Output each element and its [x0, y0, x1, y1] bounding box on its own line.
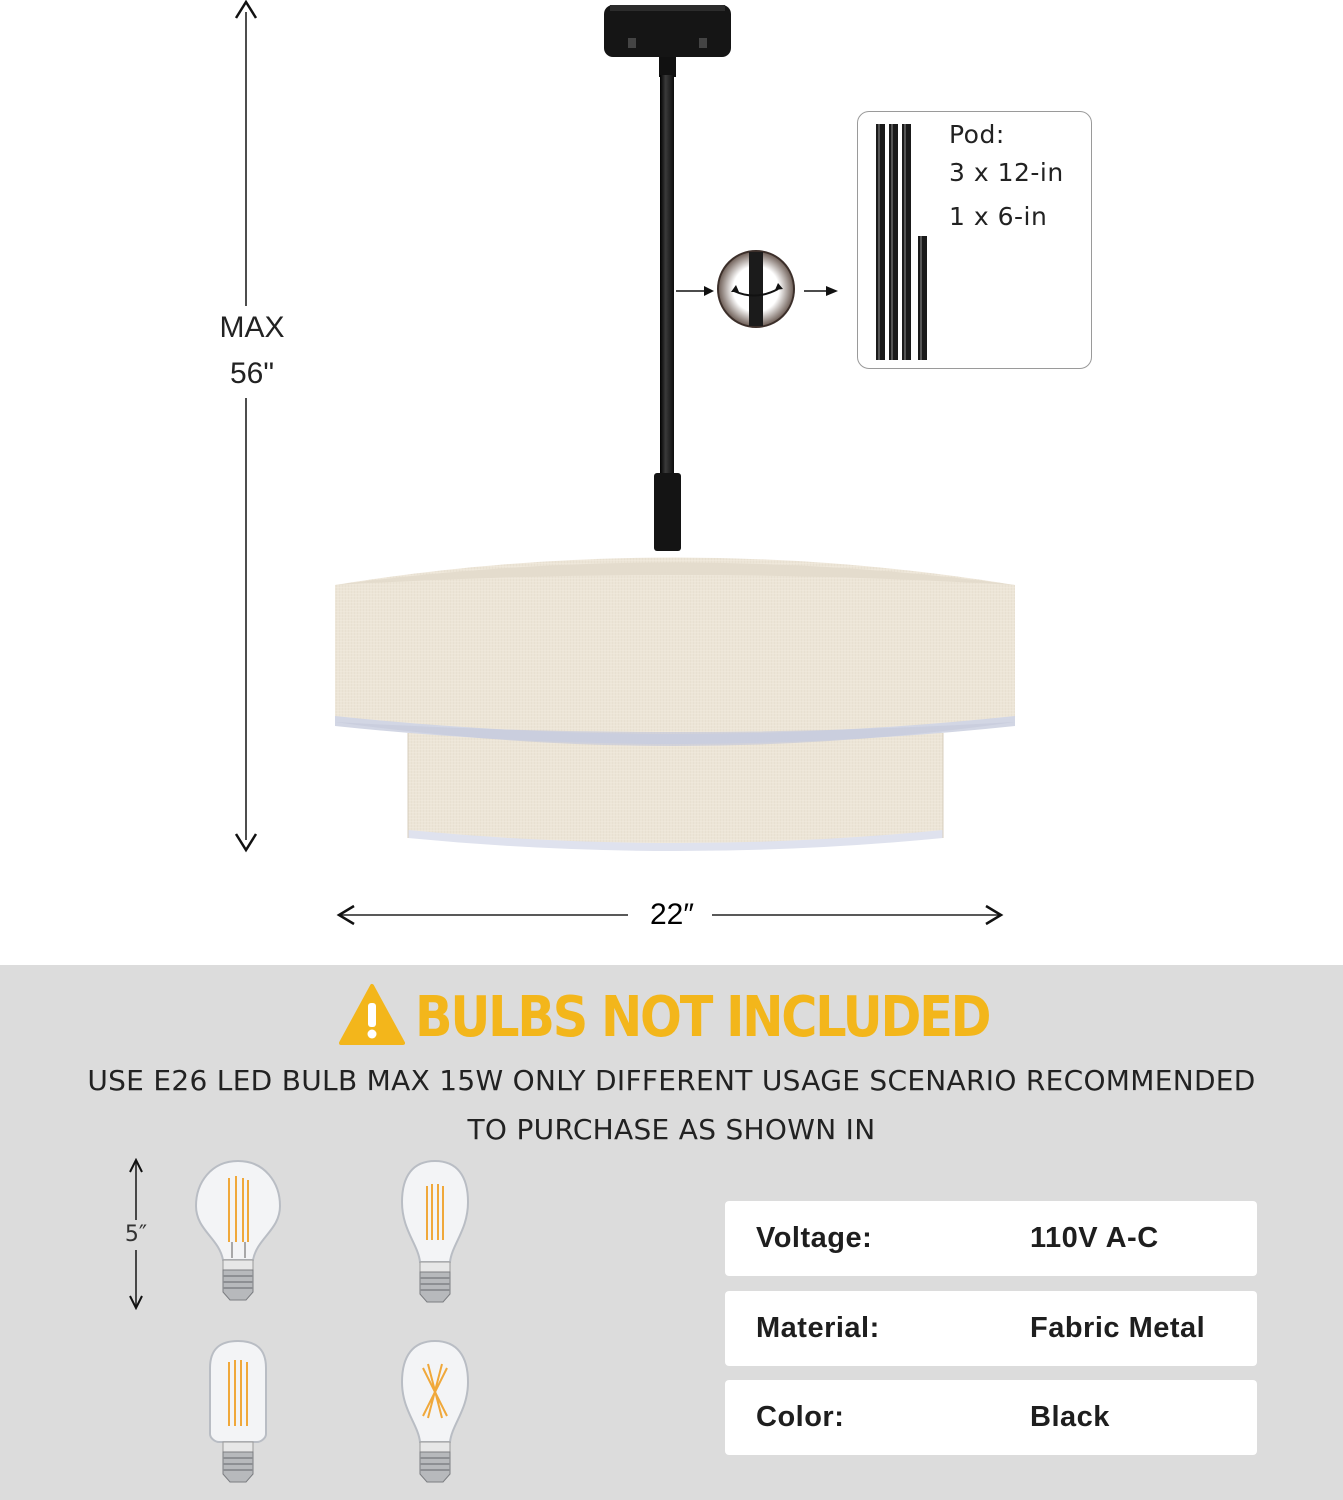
spec-label: Color: [756, 1401, 845, 1433]
down-rod [660, 75, 674, 475]
width-dimension-label: 22″ [632, 893, 712, 937]
rod-joint-inset [676, 251, 838, 327]
usage-instructions-line-2: TO PURCHASE AS SHOWN IN [467, 1113, 876, 1146]
spec-label: Voltage: [756, 1222, 873, 1254]
st19-filament-bulb-icon [398, 1158, 472, 1306]
spec-label: Material: [756, 1312, 880, 1344]
usage-instructions-line-1: USE E26 LED BULB MAX 15W ONLY DIFFERENT USAGE SCENARIO RECOMMENDED [87, 1064, 1256, 1097]
st19-cage-filament-bulb-icon [398, 1338, 472, 1486]
spec-row-material [725, 1291, 1257, 1366]
height-dimension-arrow [236, 2, 256, 850]
extension-rods-box [857, 111, 1092, 369]
short-rod-spec: 1 x 6-in [949, 202, 1048, 231]
bulbs-not-included-title: BULBS NOT INCLUDED [415, 985, 990, 1050]
bulb-height-label: 5″ [118, 1220, 154, 1250]
spec-value: Fabric Metal [1030, 1312, 1206, 1344]
height-dimension-label [196, 305, 308, 397]
drum-shade [335, 558, 1015, 852]
spec-value: 110V A-C [1030, 1222, 1159, 1254]
long-rods-spec: 3 x 12-in [949, 158, 1064, 187]
spec-row-voltage [725, 1201, 1257, 1276]
rods-title: Pod: [949, 120, 1005, 149]
warning-triangle-icon [339, 983, 405, 1047]
height-value: 56" [229, 357, 275, 390]
height-max-label: MAX [219, 311, 285, 344]
ceiling-canopy [604, 5, 731, 77]
t14-tubular-filament-bulb-icon [205, 1338, 271, 1486]
rod-sleeve [654, 473, 681, 551]
spec-value: Black [1030, 1401, 1110, 1433]
a19-filament-bulb-icon [193, 1158, 283, 1306]
spec-row-color [725, 1380, 1257, 1455]
extension-rods-icon [874, 122, 934, 362]
